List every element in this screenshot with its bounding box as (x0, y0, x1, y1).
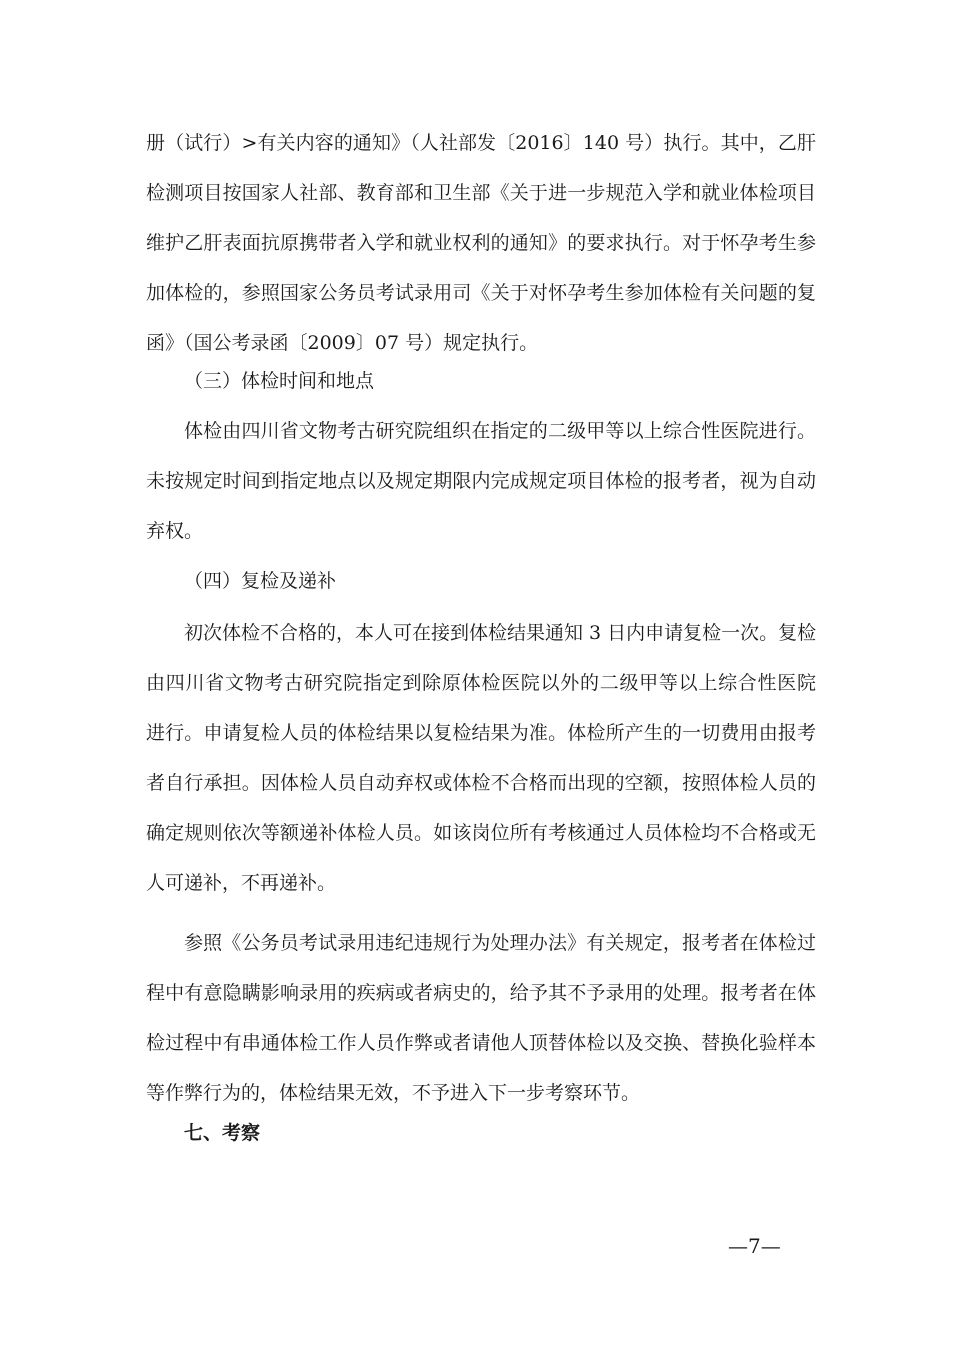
paragraph-line: 函》（国公考录函〔2009〕07 号）规定执行。 (146, 332, 539, 354)
paragraph-line: 确定规则依次等额递补体检人员。如该岗位所有考核通过人员体检均不合格或无 (146, 822, 816, 844)
paragraph-line: 人可递补，不再递补。 (146, 872, 337, 894)
paragraph-line: 弃权。 (146, 520, 204, 542)
subsection-heading: （四）复检及递补 (184, 570, 337, 592)
page-number: —7— (728, 1234, 781, 1258)
paragraph-line: 检测项目按国家人社部、教育部和卫生部《关于进一步规范入学和就业体检项目 (146, 182, 816, 204)
paragraph-line: 维护乙肝表面抗原携带者入学和就业权利的通知》的要求执行。对于怀孕考生参 (146, 232, 816, 254)
paragraph-line: 参照《公务员考试录用违纪违规行为处理办法》有关规定，报考者在体检过 (184, 932, 816, 954)
paragraph-line: 未按规定时间到指定地点以及规定期限内完成规定项目体检的报考者，视为自动 (146, 470, 816, 492)
paragraph-line: 体检由四川省文物考古研究院组织在指定的二级甲等以上综合性医院进行。 (184, 420, 816, 442)
paragraph-line: 由四川省文物考古研究院指定到除原体检医院以外的二级甲等以上综合性医院 (146, 672, 816, 694)
paragraph-line: 等作弊行为的，体检结果无效，不予进入下一步考察环节。 (146, 1082, 641, 1104)
paragraph-line: 程中有意隐瞒影响录用的疾病或者病史的，给予其不予录用的处理。报考者在体 (146, 982, 816, 1004)
paragraph-line: 者自行承担。因体检人员自动弃权或体检不合格而出现的空额，按照体检人员的 (146, 772, 816, 794)
subsection-heading: （三）体检时间和地点 (184, 370, 375, 392)
paragraph-line: 初次体检不合格的，本人可在接到体检结果通知 3 日内申请复检一次。复检 (184, 622, 817, 644)
paragraph-line: 检过程中有串通体检工作人员作弊或者请他人顶替体检以及交换、替换化验样本 (146, 1032, 816, 1054)
paragraph-line: 加体检的，参照国家公务员考试录用司《关于对怀孕考生参加体检有关问题的复 (146, 282, 816, 304)
paragraph-line: 进行。申请复检人员的体检结果以复检结果为准。体检所产生的一切费用由报考 (146, 722, 816, 744)
paragraph-line: 册（试行）>有关内容的通知》（人社部发〔2016〕140 号）执行。其中，乙肝 (146, 132, 816, 154)
section-heading: 七、考察 (184, 1122, 261, 1144)
